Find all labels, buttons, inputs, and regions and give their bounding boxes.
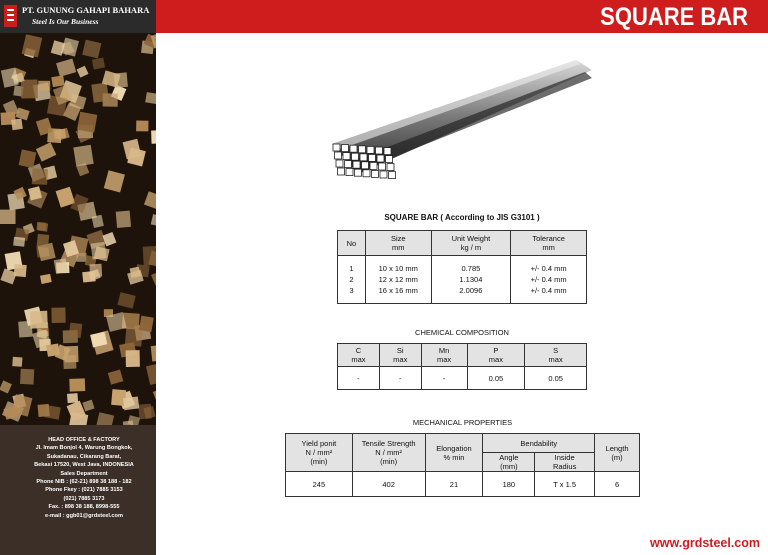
brand-header [0, 0, 156, 33]
square-bars-illustration-icon [330, 52, 592, 180]
address-block [0, 425, 156, 555]
steel-bar-end [61, 38, 79, 57]
steel-bar-end [20, 369, 34, 385]
steel-bar-end [95, 412, 114, 425]
column-header-unit-weight: Unit Weight kg / m [431, 231, 511, 256]
company-logo-icon [4, 5, 17, 27]
bar-end-square [338, 168, 345, 175]
table-cell: 2 [338, 274, 366, 285]
column-header-si: Si max [379, 344, 421, 367]
table-row [286, 472, 640, 497]
address-line: Jl. Imam Bonjol 4, Warung Bongkok, [35, 445, 133, 452]
column-header-c: C max [338, 344, 380, 367]
steel-bar-end [136, 121, 148, 132]
bar-end-square [355, 169, 362, 176]
steel-bars-photo [0, 33, 156, 425]
table-cell: - [421, 367, 467, 390]
steel-bar-end [21, 80, 38, 99]
bar-end-square [384, 148, 391, 155]
steel-bar-end [123, 396, 139, 410]
address-line[interactable]: e-mail : ggb01@grdsteel.com [45, 512, 123, 519]
steel-bar-end [139, 316, 154, 332]
steel-bar-end [11, 118, 23, 130]
steel-bar-end [38, 81, 50, 91]
column-header-p: P max [467, 344, 525, 367]
steel-bar-end [0, 210, 16, 224]
bar-end-square [359, 146, 366, 153]
steel-bar-end [91, 83, 109, 103]
steel-bar-end [151, 130, 156, 144]
bar-end-square [345, 161, 352, 168]
column-header-no: No [338, 231, 366, 256]
table-cell: 0.05 [467, 367, 525, 390]
bar-end-square [370, 162, 377, 169]
column-header-yield-point: Yield ponit N / mm² (min) [286, 434, 353, 472]
steel-bar-end [12, 357, 22, 367]
table-cell: 3 [338, 285, 366, 304]
table-cell: 10 x 10 mm [365, 256, 431, 275]
bar-end-square [377, 155, 384, 162]
steel-bar-end [128, 415, 141, 425]
address-line: Phone Fkey : (021) 7885 3153 [45, 487, 123, 494]
column-header-mn: Mn max [421, 344, 467, 367]
bar-end-square [380, 171, 387, 178]
table-cell: +/- 0.4 mm [511, 256, 587, 275]
table-row [338, 274, 587, 285]
bar-end-square [333, 144, 340, 151]
steel-bar-end [77, 112, 97, 133]
steel-bar-end [69, 378, 85, 391]
bar-end-square [369, 154, 376, 161]
steel-bar-end [73, 145, 93, 167]
title-bar [156, 0, 768, 33]
steel-bar-end [145, 92, 156, 104]
column-header-size: Size mm [365, 231, 431, 256]
steel-bar-end [0, 380, 12, 393]
bar-end-square [367, 146, 374, 153]
table-cell: 0.05 [525, 367, 587, 390]
steel-bar-end [126, 350, 140, 367]
address-line: Fax. : 898 38 188, 8998-555 [48, 504, 120, 511]
table-row [338, 367, 587, 390]
steel-bar-end [51, 308, 65, 323]
table-cell: 402 [352, 472, 425, 497]
steel-bar-end [40, 274, 52, 284]
table-cell: 245 [286, 472, 353, 497]
steel-bar-end [146, 363, 156, 385]
table-cell: 0.785 [431, 256, 511, 275]
table-cell: 16 x 16 mm [365, 285, 431, 304]
steel-bar-end [104, 170, 125, 192]
table-cell: 2.0096 [431, 285, 511, 304]
steel-bar-end [108, 369, 124, 384]
address-line: (021) 7885 3173 [63, 495, 105, 502]
bar-end-square [353, 161, 360, 168]
bar-end-square [342, 145, 349, 152]
steel-bar-end [151, 214, 156, 226]
bar-end-square [387, 164, 394, 171]
bar-end-square [372, 170, 379, 177]
table-cell: 1.1304 [431, 274, 511, 285]
table-cell: - [379, 367, 421, 390]
chemical-composition-table [337, 343, 587, 390]
steel-bar-end [37, 222, 47, 231]
steel-bars-photo-icon [0, 33, 156, 425]
steel-bar-end [116, 211, 131, 228]
bar-end-square [335, 152, 342, 159]
website-link[interactable]: www.grdsteel.com [650, 536, 760, 550]
chemical-composition-title: CHEMICAL COMPOSITION [415, 328, 509, 337]
table-cell: +/- 0.4 mm [511, 274, 587, 285]
square-bar-table [337, 230, 587, 304]
table-cell: 6 [595, 472, 640, 497]
steel-bar-end [69, 323, 83, 338]
bar-end-square [363, 170, 370, 177]
address-line: Bekasi 17520, West Java, INDONESIA [34, 462, 134, 469]
steel-bar-end [117, 292, 135, 308]
steel-bar-end [77, 66, 89, 78]
steel-bar-end [151, 344, 156, 361]
steel-bar-end [54, 258, 68, 274]
page-title: SQUARE BAR [600, 3, 748, 31]
steel-bar-end [92, 58, 105, 70]
bar-end-square [350, 145, 357, 152]
mechanical-properties-title: MECHANICAL PROPERTIES [412, 418, 513, 427]
table-cell: T x 1.5 [535, 472, 595, 497]
table-cell: - [338, 367, 380, 390]
address-line: Phone NIB : (62-21) 898 38 188 - 182 [36, 479, 132, 486]
steel-bar-end [144, 191, 156, 209]
steel-bar-end [36, 142, 56, 161]
column-header-inside-radius: Inside Radius [535, 453, 595, 472]
steel-bar-end [37, 234, 50, 248]
mechanical-properties-table [285, 433, 640, 497]
table-cell: 21 [425, 472, 483, 497]
column-header-angle: Angle (mm) [483, 453, 535, 472]
steel-bar-end [51, 75, 64, 87]
table-row [338, 256, 587, 275]
steel-bar-end [64, 346, 78, 363]
bar-end-square [336, 160, 343, 167]
bar-end-square [360, 154, 367, 161]
column-header-elongation: Elongation % min [425, 434, 483, 472]
square-bar-table-title: SQUARE BAR ( According to JIS G3101 ) [384, 213, 540, 222]
sidebar [0, 0, 156, 555]
bar-end-square [379, 163, 386, 170]
address-line: Sukadanau, Cikarang Barat, [46, 453, 122, 460]
steel-bar-end [32, 168, 48, 184]
company-tagline: Steel Is Our Business [32, 17, 99, 26]
bar-end-square [386, 156, 393, 163]
steel-bar-end [22, 34, 43, 57]
bar-end-square [343, 153, 350, 160]
column-header-tolerance: Tolerance mm [511, 231, 587, 256]
steel-bar-end [67, 393, 78, 403]
steel-bar-end [56, 59, 76, 77]
column-header-length: Length (m) [595, 434, 640, 472]
steel-bar-end [92, 215, 104, 228]
bar-end-square [352, 153, 359, 160]
table-row [338, 285, 587, 304]
steel-bar-end [13, 237, 25, 247]
table-cell: 1 [338, 256, 366, 275]
steel-bar-end [19, 149, 37, 168]
steel-bar-end [14, 264, 27, 277]
bar-end-square [389, 172, 396, 179]
address-line: Sales Department [60, 470, 108, 477]
column-header-tensile-strength: Tensile Strength N / mm² (min) [352, 434, 425, 472]
steel-bar-end [91, 242, 107, 260]
company-name: PT. GUNUNG GAHAPI BAHARA [22, 5, 150, 15]
steel-bar-end [153, 388, 156, 402]
table-cell: +/- 0.4 mm [511, 285, 587, 304]
steel-bar-end [38, 404, 50, 417]
bar-end-square [346, 169, 353, 176]
table-cell: 180 [483, 472, 535, 497]
bar-end-square [376, 147, 383, 154]
table-cell: 12 x 12 mm [365, 274, 431, 285]
column-header-s: S max [525, 344, 587, 367]
steel-bar-end [151, 270, 156, 289]
steel-bar-end [82, 400, 94, 412]
steel-bar-end [30, 311, 48, 329]
column-header-bendability: Bendability [483, 434, 595, 453]
address-line: HEAD OFFICE & FACTORY [48, 437, 120, 443]
steel-bar-end [130, 267, 141, 278]
bar-end-square [362, 162, 369, 169]
steel-bar-end [82, 40, 101, 59]
